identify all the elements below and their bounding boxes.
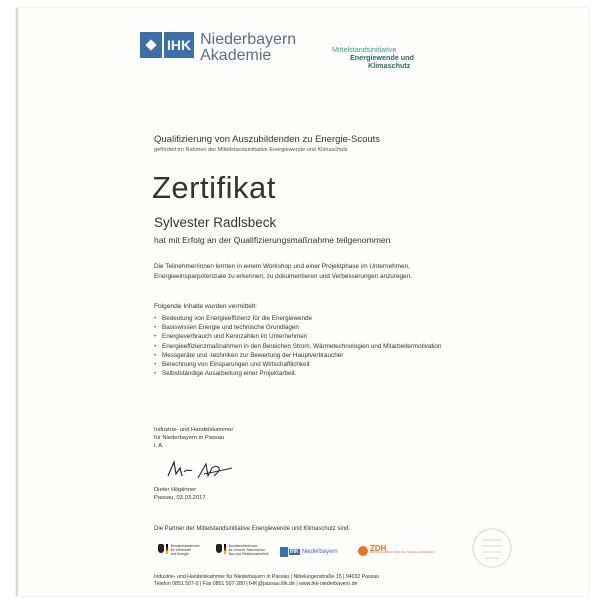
certificate-page	[16, 8, 588, 596]
partner-logos	[154, 538, 454, 566]
bmwi-line1: Bundesministerium	[170, 544, 200, 548]
footer-line2: Telefon 0851 507-0 | Fax 0851 507-280 | IHK@passau.ihk.de | www.ihk-niederbayern.de	[154, 581, 358, 587]
initiative-line1: Mittelstandsinitiative	[332, 45, 397, 54]
issuer-line1: Industrie- und Handelskammer	[154, 427, 234, 433]
place-date: Passau, 03.03.2017	[154, 495, 206, 501]
footer-line1: Industrie- und Handelskammer für Niederbayern in Passau | Nibelungenstraße 15 | 94032 Passau	[154, 574, 380, 580]
federal-eagle-icon	[216, 544, 222, 553]
bmwi-line2: für Wirtschaft	[170, 548, 191, 552]
list-item: • Messgeräte und -techniken zur Bewertung der Hauptverbraucher	[154, 351, 454, 360]
initiative-logo	[332, 46, 452, 70]
embossed-seal-icon	[470, 526, 514, 570]
zdh-subtext: ZENTRALVERBAND DES DEUTSCHEN HANDWERKS	[370, 551, 435, 554]
ihk-niederbayern-logo	[280, 544, 338, 560]
german-flag-icon	[166, 544, 168, 554]
partners-heading: Die Partner der Mittelstandsinitiative Energiewende und Klimaschutz sind:	[154, 526, 351, 532]
qualification-subtitle: gefördert im Rahmen der Mittelstandsinitiative Energiewende und Klimaschutz	[154, 147, 348, 153]
certificate-heading: Zertifikat	[152, 170, 276, 205]
contents-list	[154, 314, 454, 378]
initiative-line3: Klimaschutz	[368, 61, 411, 70]
ihk-logo-text	[200, 32, 296, 64]
list-item: • Energieeffizienzmaßnahmen in den Bereichen Strom, Wärmetechnologien und Mitarbeitermotivation	[154, 342, 454, 351]
zdh-circle-icon	[358, 546, 368, 556]
ihk-logo-line2: Akademie	[200, 47, 272, 64]
german-flag-icon	[224, 544, 226, 554]
zdh-logo	[358, 543, 435, 559]
ihk-badge: IHK	[164, 32, 194, 58]
footer	[154, 574, 379, 588]
list-item: • Selbstständige Ausarbeitung einer Projektarbeit.	[154, 369, 454, 378]
ihk-diamond-icon	[280, 547, 288, 557]
bmub-line2: für Umwelt, Naturschutz,	[228, 548, 266, 552]
signature-image	[164, 454, 234, 484]
federal-eagle-icon	[158, 544, 164, 553]
list-item: • Bedeutung von Energieeffizienz für die Energiewende	[154, 314, 454, 323]
issuer-line3: i. A.	[154, 443, 164, 449]
intro-text: Die Teilnehmer/innen lernten in einem Workshop und einer Projektphase im Unternehmen, Energieeinsparpotenziale zu erkennen, zu dokumentieren und Verbesserungen anzuregen.	[154, 263, 412, 280]
qualification-title: Qualifizierung von Auszubildenden zu Energie-Scouts	[154, 134, 381, 145]
bmwi-line3: und Energie	[170, 552, 189, 556]
bmwi-logo	[158, 544, 199, 560]
ihk-small-text: Niederbayern	[301, 549, 338, 555]
scan-edge	[16, 8, 18, 596]
list-item: • Berechnung von Einsparungen und Wirtschaftlichkeit	[154, 360, 454, 369]
contents-heading: Folgende Inhalte wurden vermittelt:	[154, 303, 257, 310]
bmub-line1: Bundesministerium	[228, 544, 258, 548]
bmub-line3: Bau und Reaktorsicherheit	[228, 552, 269, 556]
issuer-block	[154, 426, 233, 450]
ihk-logo-line1: Niederbayern	[200, 31, 297, 48]
ihk-diamond-icon	[140, 32, 162, 58]
bmub-logo	[216, 544, 269, 560]
ihk-small-badge: IHK	[290, 549, 299, 555]
issuer-line2: für Niederbayern in Passau	[154, 435, 225, 441]
signer-block	[154, 486, 206, 502]
zdh-text: ZDH	[370, 544, 387, 553]
recipient-statement: hat mit Erfolg an der Qualifizierungsmaßnahme teilgenommen	[154, 235, 391, 245]
ihk-akademie-logo	[140, 32, 296, 64]
signer-name: Dieter Hilgärtner	[154, 487, 197, 493]
list-item: • Energieverbrauch und Kennzahlen im Unternehmen	[154, 332, 454, 341]
initiative-line2: Energiewende und	[350, 53, 414, 62]
list-item: • Basiswissen Energie und technische Grundlagen	[154, 323, 454, 332]
recipient-name: Sylvester Radlsbeck	[154, 215, 277, 230]
